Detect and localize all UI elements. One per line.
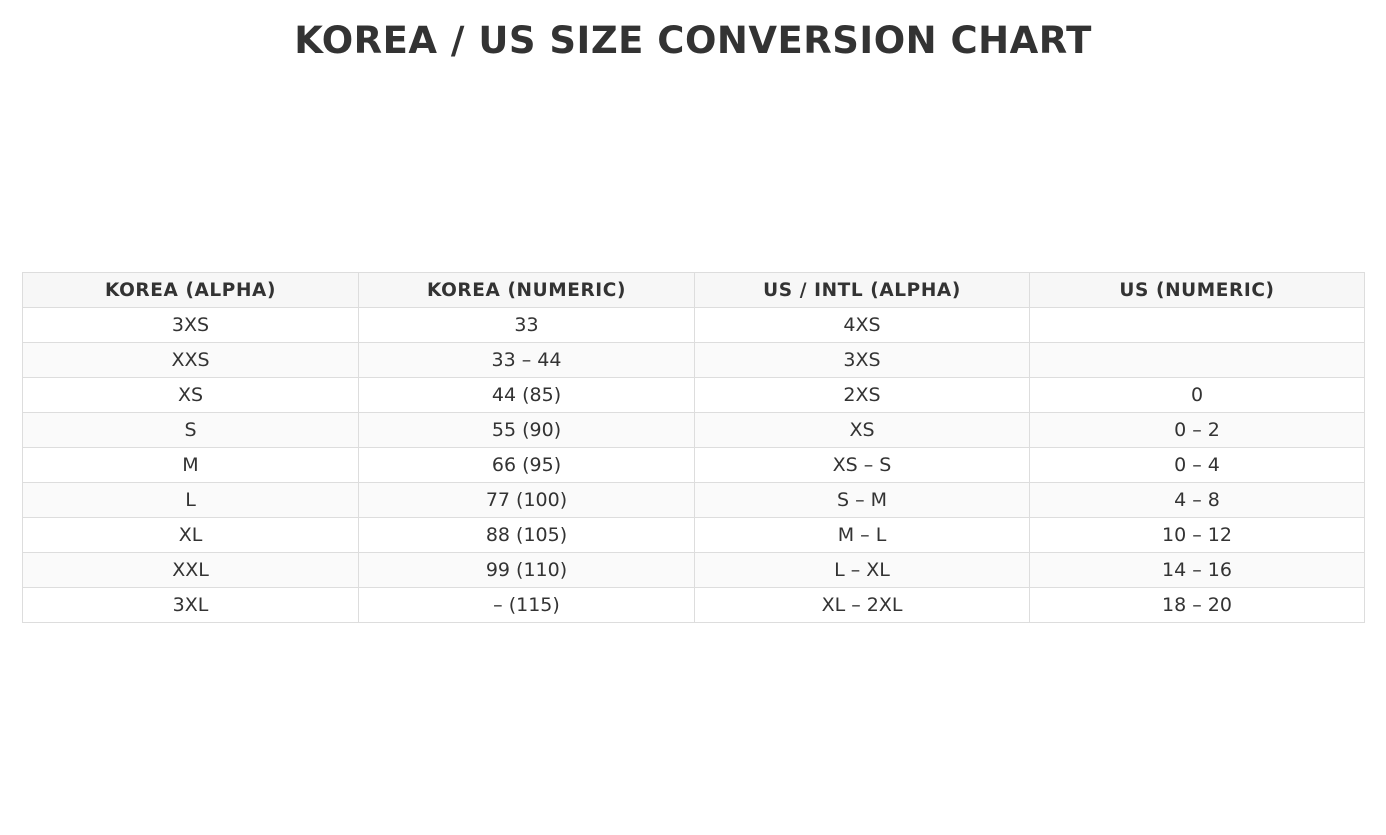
- table-row: [23, 343, 1365, 378]
- table-header-row: [23, 273, 1365, 308]
- cell-korea-numeric: 33 – 44: [359, 343, 695, 378]
- column-header-korea-numeric: KOREA (NUMERIC): [359, 273, 695, 308]
- cell-korea-numeric: 55 (90): [359, 413, 695, 448]
- cell-korea-alpha: XXS: [23, 343, 359, 378]
- cell-us-numeric: 10 – 12: [1030, 518, 1365, 553]
- column-header-us-intl-alpha: US / INTL (ALPHA): [695, 273, 1030, 308]
- cell-us-intl-alpha: 4XS: [695, 308, 1030, 343]
- cell-korea-numeric: 33: [359, 308, 695, 343]
- cell-korea-alpha: XS: [23, 378, 359, 413]
- table-row: [23, 588, 1365, 623]
- page-title: KOREA / US SIZE CONVERSION CHART: [294, 19, 1092, 62]
- cell-korea-numeric: 66 (95): [359, 448, 695, 483]
- column-header-us-numeric: US (NUMERIC): [1030, 273, 1365, 308]
- cell-us-intl-alpha: 2XS: [695, 378, 1030, 413]
- cell-korea-alpha: 3XL: [23, 588, 359, 623]
- cell-us-numeric: 0: [1030, 378, 1365, 413]
- cell-us-numeric: 0 – 4: [1030, 448, 1365, 483]
- size-conversion-table: [22, 272, 1365, 623]
- table-body: [23, 308, 1365, 623]
- table-row: [23, 518, 1365, 553]
- table-row: [23, 553, 1365, 588]
- cell-us-intl-alpha: L – XL: [695, 553, 1030, 588]
- cell-korea-alpha: XL: [23, 518, 359, 553]
- table-header: [23, 273, 1365, 308]
- cell-us-intl-alpha: XS – S: [695, 448, 1030, 483]
- table-row: [23, 483, 1365, 518]
- cell-us-numeric: 14 – 16: [1030, 553, 1365, 588]
- cell-us-intl-alpha: S – M: [695, 483, 1030, 518]
- cell-korea-numeric: 77 (100): [359, 483, 695, 518]
- cell-us-numeric: [1030, 308, 1365, 343]
- column-header-korea-alpha: KOREA (ALPHA): [23, 273, 359, 308]
- cell-us-intl-alpha: XL – 2XL: [695, 588, 1030, 623]
- cell-us-numeric: 4 – 8: [1030, 483, 1365, 518]
- table-row: [23, 308, 1365, 343]
- cell-korea-alpha: 3XS: [23, 308, 359, 343]
- cell-korea-numeric: 44 (85): [359, 378, 695, 413]
- table-row: [23, 413, 1365, 448]
- table-row: [23, 378, 1365, 413]
- cell-korea-numeric: 88 (105): [359, 518, 695, 553]
- cell-us-intl-alpha: XS: [695, 413, 1030, 448]
- cell-korea-alpha: S: [23, 413, 359, 448]
- table-row: [23, 448, 1365, 483]
- cell-us-intl-alpha: 3XS: [695, 343, 1030, 378]
- cell-korea-numeric: – (115): [359, 588, 695, 623]
- cell-us-numeric: 18 – 20: [1030, 588, 1365, 623]
- cell-korea-alpha: M: [23, 448, 359, 483]
- cell-korea-alpha: L: [23, 483, 359, 518]
- size-conversion-table-wrapper: [22, 272, 1364, 623]
- cell-us-numeric: [1030, 343, 1365, 378]
- cell-us-numeric: 0 – 2: [1030, 413, 1365, 448]
- cell-korea-numeric: 99 (110): [359, 553, 695, 588]
- cell-us-intl-alpha: M – L: [695, 518, 1030, 553]
- cell-korea-alpha: XXL: [23, 553, 359, 588]
